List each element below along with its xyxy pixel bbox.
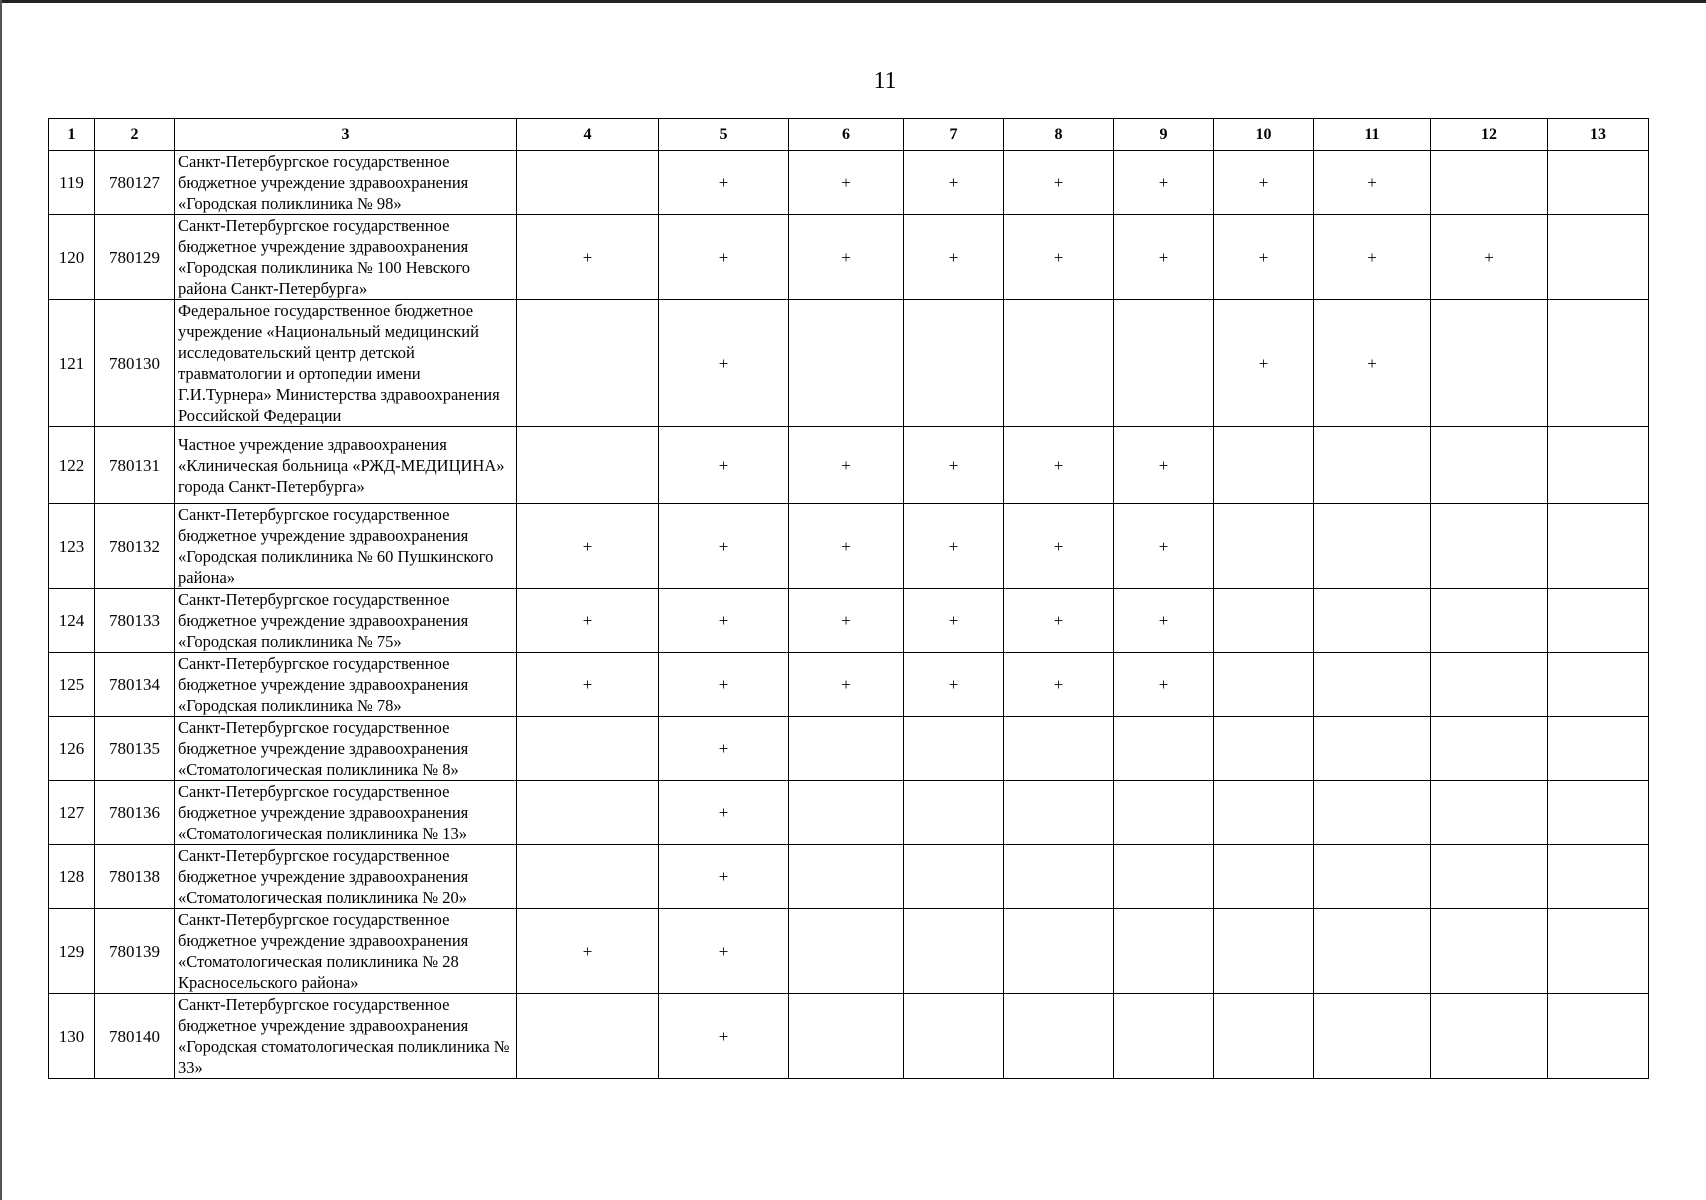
mark-cell-col-9: + bbox=[1114, 504, 1214, 589]
mark-cell-col-6 bbox=[789, 845, 904, 909]
mark-cell-col-13 bbox=[1548, 909, 1649, 994]
mark-cell-col-13 bbox=[1548, 994, 1649, 1079]
mark-cell-col-4 bbox=[517, 845, 659, 909]
mark-cell-col-11: + bbox=[1314, 151, 1431, 215]
column-header-7: 7 bbox=[904, 119, 1004, 151]
mark-cell-col-10 bbox=[1214, 427, 1314, 504]
mark-cell-col-13 bbox=[1548, 300, 1649, 427]
organization-code: 780135 bbox=[95, 717, 175, 781]
mark-cell-col-7: + bbox=[904, 653, 1004, 717]
organization-code: 780134 bbox=[95, 653, 175, 717]
column-header-10: 10 bbox=[1214, 119, 1314, 151]
mark-cell-col-7 bbox=[904, 717, 1004, 781]
row-number: 124 bbox=[49, 589, 95, 653]
mark-cell-col-13 bbox=[1548, 653, 1649, 717]
mark-cell-col-8: + bbox=[1004, 653, 1114, 717]
mark-cell-col-10 bbox=[1214, 909, 1314, 994]
mark-cell-col-5: + bbox=[659, 300, 789, 427]
mark-cell-col-10 bbox=[1214, 504, 1314, 589]
mark-cell-col-7 bbox=[904, 781, 1004, 845]
mark-cell-col-6 bbox=[789, 717, 904, 781]
organization-code: 780140 bbox=[95, 994, 175, 1079]
page-number: 11 bbox=[873, 68, 897, 94]
mark-cell-col-5: + bbox=[659, 504, 789, 589]
organization-name: Санкт-Петербургское государственное бюджетное учреждение здравоохранения «Стоматологическая поликлиника № 8» bbox=[175, 717, 517, 781]
mark-cell-col-11: + bbox=[1314, 300, 1431, 427]
organization-name: Санкт-Петербургское государственное бюджетное учреждение здравоохранения «Городская стоматологическая поликлиника № 33» bbox=[175, 994, 517, 1079]
table-row bbox=[49, 653, 1649, 717]
mark-cell-col-9 bbox=[1114, 717, 1214, 781]
column-header-5: 5 bbox=[659, 119, 789, 151]
table-row bbox=[49, 427, 1649, 504]
mark-cell-col-11 bbox=[1314, 504, 1431, 589]
organization-name: Санкт-Петербургское государственное бюджетное учреждение здравоохранения «Стоматологическая поликлиника № 13» bbox=[175, 781, 517, 845]
mark-cell-col-7 bbox=[904, 909, 1004, 994]
row-number: 121 bbox=[49, 300, 95, 427]
row-number: 129 bbox=[49, 909, 95, 994]
mark-cell-col-12 bbox=[1431, 717, 1548, 781]
mark-cell-col-5: + bbox=[659, 845, 789, 909]
row-number: 123 bbox=[49, 504, 95, 589]
mark-cell-col-11 bbox=[1314, 589, 1431, 653]
column-header-12: 12 bbox=[1431, 119, 1548, 151]
organization-code: 780139 bbox=[95, 909, 175, 994]
mark-cell-col-6: + bbox=[789, 151, 904, 215]
mark-cell-col-5: + bbox=[659, 215, 789, 300]
mark-cell-col-7 bbox=[904, 994, 1004, 1079]
mark-cell-col-5: + bbox=[659, 589, 789, 653]
mark-cell-col-9 bbox=[1114, 300, 1214, 427]
mark-cell-col-9 bbox=[1114, 781, 1214, 845]
mark-cell-col-10 bbox=[1214, 845, 1314, 909]
organization-name: Санкт-Петербургское государственное бюджетное учреждение здравоохранения «Стоматологическая поликлиника № 20» bbox=[175, 845, 517, 909]
mark-cell-col-11 bbox=[1314, 427, 1431, 504]
mark-cell-col-9: + bbox=[1114, 653, 1214, 717]
column-header-11: 11 bbox=[1314, 119, 1431, 151]
mark-cell-col-8 bbox=[1004, 994, 1114, 1079]
mark-cell-col-9 bbox=[1114, 909, 1214, 994]
mark-cell-col-7: + bbox=[904, 215, 1004, 300]
mark-cell-col-4: + bbox=[517, 215, 659, 300]
mark-cell-col-8 bbox=[1004, 909, 1114, 994]
column-header-9: 9 bbox=[1114, 119, 1214, 151]
organization-name: Санкт-Петербургское государственное бюджетное учреждение здравоохранения «Городская поликлиника № 75» bbox=[175, 589, 517, 653]
mark-cell-col-5: + bbox=[659, 781, 789, 845]
mark-cell-col-11 bbox=[1314, 845, 1431, 909]
organization-code: 780136 bbox=[95, 781, 175, 845]
mark-cell-col-4 bbox=[517, 781, 659, 845]
organization-name: Санкт-Петербургское государственное бюджетное учреждение здравоохранения «Городская поликлиника № 60 Пушкинского района» bbox=[175, 504, 517, 589]
mark-cell-col-7: + bbox=[904, 589, 1004, 653]
mark-cell-col-8: + bbox=[1004, 504, 1114, 589]
column-header-4: 4 bbox=[517, 119, 659, 151]
mark-cell-col-8 bbox=[1004, 717, 1114, 781]
mark-cell-col-4 bbox=[517, 151, 659, 215]
organization-name: Частное учреждение здравоохранения «Клиническая больница «РЖД-МЕДИЦИНА» города Санкт-Петербурга» bbox=[175, 427, 517, 504]
mark-cell-col-12 bbox=[1431, 845, 1548, 909]
table-row bbox=[49, 300, 1649, 427]
mark-cell-col-8 bbox=[1004, 781, 1114, 845]
mark-cell-col-12 bbox=[1431, 781, 1548, 845]
column-header-6: 6 bbox=[789, 119, 904, 151]
organization-name: Федеральное государственное бюджетное учреждение «Национальный медицинский исследовательский центр детской травматологии и ортопедии имени Г.И.Турнера» Министерства здравоохранения Российской Федерации bbox=[175, 300, 517, 427]
mark-cell-col-7: + bbox=[904, 151, 1004, 215]
mark-cell-col-7: + bbox=[904, 504, 1004, 589]
table-row bbox=[49, 717, 1649, 781]
organization-code: 780133 bbox=[95, 589, 175, 653]
registry-table bbox=[48, 118, 1649, 1079]
mark-cell-col-6 bbox=[789, 994, 904, 1079]
mark-cell-col-11 bbox=[1314, 653, 1431, 717]
mark-cell-col-10 bbox=[1214, 781, 1314, 845]
mark-cell-col-6 bbox=[789, 909, 904, 994]
organization-name: Санкт-Петербургское государственное бюджетное учреждение здравоохранения «Городская поликлиника № 78» bbox=[175, 653, 517, 717]
mark-cell-col-8 bbox=[1004, 300, 1114, 427]
column-header-2: 2 bbox=[95, 119, 175, 151]
mark-cell-col-12: + bbox=[1431, 215, 1548, 300]
mark-cell-col-6: + bbox=[789, 427, 904, 504]
organization-code: 780138 bbox=[95, 845, 175, 909]
table-row bbox=[49, 215, 1649, 300]
mark-cell-col-4 bbox=[517, 300, 659, 427]
mark-cell-col-9 bbox=[1114, 994, 1214, 1079]
organization-code: 780129 bbox=[95, 215, 175, 300]
mark-cell-col-10 bbox=[1214, 589, 1314, 653]
organization-name: Санкт-Петербургское государственное бюджетное учреждение здравоохранения «Городская поликлиника № 100 Невского района Санкт-Петербурга» bbox=[175, 215, 517, 300]
mark-cell-col-10: + bbox=[1214, 151, 1314, 215]
mark-cell-col-10 bbox=[1214, 994, 1314, 1079]
mark-cell-col-4: + bbox=[517, 589, 659, 653]
mark-cell-col-6: + bbox=[789, 589, 904, 653]
mark-cell-col-8: + bbox=[1004, 427, 1114, 504]
mark-cell-col-5: + bbox=[659, 717, 789, 781]
table-row bbox=[49, 589, 1649, 653]
mark-cell-col-12 bbox=[1431, 653, 1548, 717]
column-header-3: 3 bbox=[175, 119, 517, 151]
mark-cell-col-13 bbox=[1548, 427, 1649, 504]
mark-cell-col-11 bbox=[1314, 909, 1431, 994]
organization-code: 780131 bbox=[95, 427, 175, 504]
mark-cell-col-5: + bbox=[659, 909, 789, 994]
scan-edge-top bbox=[0, 0, 1706, 3]
mark-cell-col-4 bbox=[517, 427, 659, 504]
mark-cell-col-5: + bbox=[659, 653, 789, 717]
mark-cell-col-13 bbox=[1548, 845, 1649, 909]
mark-cell-col-12 bbox=[1431, 589, 1548, 653]
mark-cell-col-7 bbox=[904, 300, 1004, 427]
mark-cell-col-8 bbox=[1004, 845, 1114, 909]
header-row bbox=[49, 119, 1649, 151]
mark-cell-col-9: + bbox=[1114, 151, 1214, 215]
mark-cell-col-8: + bbox=[1004, 215, 1114, 300]
mark-cell-col-7 bbox=[904, 845, 1004, 909]
row-number: 130 bbox=[49, 994, 95, 1079]
organization-code: 780127 bbox=[95, 151, 175, 215]
scan-edge-left bbox=[0, 0, 2, 1200]
mark-cell-col-6 bbox=[789, 781, 904, 845]
mark-cell-col-9: + bbox=[1114, 589, 1214, 653]
mark-cell-col-9 bbox=[1114, 845, 1214, 909]
table-row bbox=[49, 994, 1649, 1079]
mark-cell-col-5: + bbox=[659, 151, 789, 215]
mark-cell-col-12 bbox=[1431, 994, 1548, 1079]
mark-cell-col-10 bbox=[1214, 653, 1314, 717]
mark-cell-col-13 bbox=[1548, 151, 1649, 215]
row-number: 120 bbox=[49, 215, 95, 300]
column-header-1: 1 bbox=[49, 119, 95, 151]
mark-cell-col-4 bbox=[517, 717, 659, 781]
row-number: 122 bbox=[49, 427, 95, 504]
column-header-8: 8 bbox=[1004, 119, 1114, 151]
row-number: 128 bbox=[49, 845, 95, 909]
mark-cell-col-12 bbox=[1431, 909, 1548, 994]
mark-cell-col-10 bbox=[1214, 717, 1314, 781]
mark-cell-col-13 bbox=[1548, 215, 1649, 300]
mark-cell-col-11 bbox=[1314, 781, 1431, 845]
mark-cell-col-11 bbox=[1314, 717, 1431, 781]
mark-cell-col-5: + bbox=[659, 427, 789, 504]
mark-cell-col-13 bbox=[1548, 504, 1649, 589]
mark-cell-col-4 bbox=[517, 994, 659, 1079]
mark-cell-col-12 bbox=[1431, 151, 1548, 215]
mark-cell-col-13 bbox=[1548, 717, 1649, 781]
row-number: 125 bbox=[49, 653, 95, 717]
mark-cell-col-12 bbox=[1431, 300, 1548, 427]
table-row bbox=[49, 151, 1649, 215]
table-row bbox=[49, 781, 1649, 845]
mark-cell-col-12 bbox=[1431, 504, 1548, 589]
mark-cell-col-5: + bbox=[659, 994, 789, 1079]
mark-cell-col-7: + bbox=[904, 427, 1004, 504]
column-header-13: 13 bbox=[1548, 119, 1649, 151]
mark-cell-col-6: + bbox=[789, 653, 904, 717]
table-row bbox=[49, 504, 1649, 589]
table-row bbox=[49, 909, 1649, 994]
mark-cell-col-8: + bbox=[1004, 151, 1114, 215]
mark-cell-col-10: + bbox=[1214, 300, 1314, 427]
mark-cell-col-4: + bbox=[517, 909, 659, 994]
table-row bbox=[49, 845, 1649, 909]
mark-cell-col-4: + bbox=[517, 653, 659, 717]
mark-cell-col-6: + bbox=[789, 504, 904, 589]
mark-cell-col-13 bbox=[1548, 781, 1649, 845]
table-body bbox=[49, 151, 1649, 1079]
mark-cell-col-12 bbox=[1431, 427, 1548, 504]
mark-cell-col-8: + bbox=[1004, 589, 1114, 653]
mark-cell-col-13 bbox=[1548, 589, 1649, 653]
mark-cell-col-6 bbox=[789, 300, 904, 427]
organization-code: 780130 bbox=[95, 300, 175, 427]
mark-cell-col-4: + bbox=[517, 504, 659, 589]
mark-cell-col-6: + bbox=[789, 215, 904, 300]
mark-cell-col-11 bbox=[1314, 994, 1431, 1079]
organization-name: Санкт-Петербургское государственное бюджетное учреждение здравоохранения «Стоматологическая поликлиника № 28 Красносельского района» bbox=[175, 909, 517, 994]
row-number: 119 bbox=[49, 151, 95, 215]
row-number: 127 bbox=[49, 781, 95, 845]
row-number: 126 bbox=[49, 717, 95, 781]
organization-code: 780132 bbox=[95, 504, 175, 589]
mark-cell-col-10: + bbox=[1214, 215, 1314, 300]
mark-cell-col-9: + bbox=[1114, 215, 1214, 300]
mark-cell-col-11: + bbox=[1314, 215, 1431, 300]
mark-cell-col-9: + bbox=[1114, 427, 1214, 504]
organization-name: Санкт-Петербургское государственное бюджетное учреждение здравоохранения «Городская поликлиника № 98» bbox=[175, 151, 517, 215]
